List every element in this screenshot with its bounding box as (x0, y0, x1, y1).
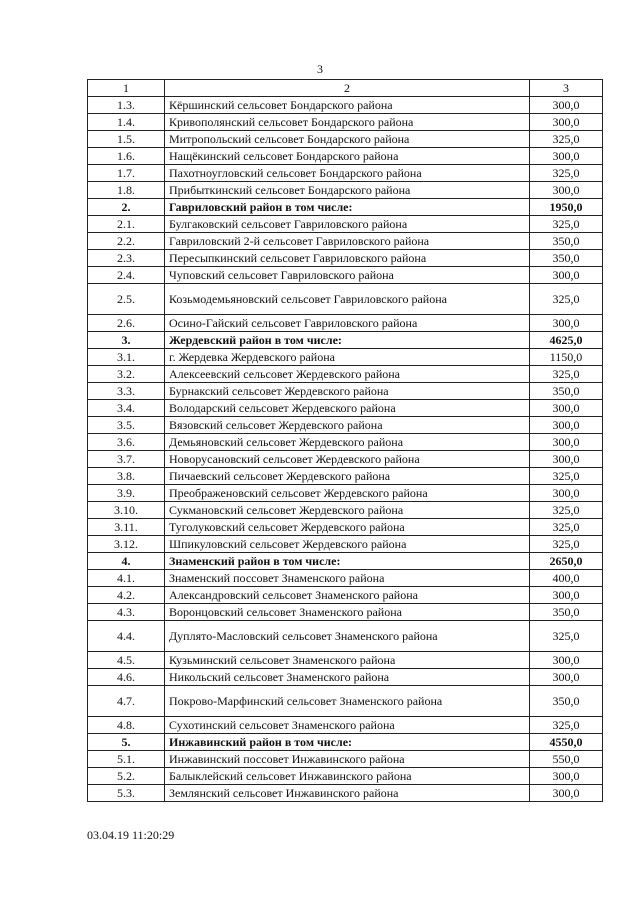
row-name: Кузьминский сельсовет Знаменского района (165, 652, 530, 669)
table-row (88, 400, 603, 417)
row-name: Кривополянский сельсовет Бондарского района (165, 114, 530, 131)
row-name: Вязовский сельсовет Жердевского района (165, 417, 530, 434)
row-name: Пересыпкинский сельсовет Гавриловского района (165, 250, 530, 267)
row-value: 300,0 (530, 97, 603, 114)
row-number: 2.3. (88, 250, 165, 267)
row-value: 350,0 (530, 383, 603, 400)
row-value: 300,0 (530, 587, 603, 604)
table-row (88, 686, 603, 717)
row-value: 300,0 (530, 785, 603, 802)
table-body (88, 80, 603, 802)
row-name: г. Жердевка Жердевского района (165, 349, 530, 366)
row-value: 300,0 (530, 417, 603, 434)
row-value: 325,0 (530, 284, 603, 315)
row-number: 3.12. (88, 536, 165, 553)
row-number: 2.6. (88, 315, 165, 332)
row-number: 3.7. (88, 451, 165, 468)
row-number: 1.6. (88, 148, 165, 165)
row-number: 4.7. (88, 686, 165, 717)
row-value: 300,0 (530, 114, 603, 131)
row-number: 4.3. (88, 604, 165, 621)
row-number: 5.2. (88, 768, 165, 785)
table-row (88, 131, 603, 148)
row-value: 325,0 (530, 468, 603, 485)
table-row (88, 349, 603, 366)
table-row (88, 267, 603, 284)
row-value: 300,0 (530, 434, 603, 451)
table-header-row (88, 80, 603, 97)
row-number: 1.4. (88, 114, 165, 131)
row-name: Булгаковский сельсовет Гавриловского района (165, 216, 530, 233)
row-name: Балыклейский сельсовет Инжавинского района (165, 768, 530, 785)
table-row (88, 485, 603, 502)
row-value: 300,0 (530, 451, 603, 468)
row-value: 300,0 (530, 267, 603, 284)
row-number: 4.2. (88, 587, 165, 604)
table-row (88, 182, 603, 199)
table-row (88, 652, 603, 669)
row-name: Пахотноугловский сельсовет Бондарского района (165, 165, 530, 182)
row-name: Новорусановский сельсовет Жердевского района (165, 451, 530, 468)
table-row (88, 417, 603, 434)
table-row (88, 114, 603, 131)
row-name: Преображеновский сельсовет Жердевского района (165, 485, 530, 502)
row-number: 5.3. (88, 785, 165, 802)
row-number: 4.1. (88, 570, 165, 587)
row-number: 3.11. (88, 519, 165, 536)
table-row (88, 165, 603, 182)
row-value: 300,0 (530, 768, 603, 785)
row-number: 3.10. (88, 502, 165, 519)
row-value: 1150,0 (530, 349, 603, 366)
table-row (88, 768, 603, 785)
footer-timestamp: 03.04.19 11:20:29 (87, 828, 175, 842)
district-total-row (88, 332, 603, 349)
table-row (88, 468, 603, 485)
row-number: 3. (88, 332, 165, 349)
table-row (88, 785, 603, 802)
row-name: Нащёкинский сельсовет Бондарского района (165, 148, 530, 165)
row-number: 3.8. (88, 468, 165, 485)
table-row (88, 383, 603, 400)
table-row (88, 233, 603, 250)
row-value: 325,0 (530, 366, 603, 383)
row-value: 300,0 (530, 315, 603, 332)
row-name: Осино-Гайский сельсовет Гавриловского района (165, 315, 530, 332)
row-name: Никольский сельсовет Знаменского района (165, 669, 530, 686)
row-name: Сухотинский сельсовет Знаменского района (165, 717, 530, 734)
table-row (88, 604, 603, 621)
table-row (88, 536, 603, 553)
row-value: 300,0 (530, 182, 603, 199)
row-value: 350,0 (530, 686, 603, 717)
table-row (88, 366, 603, 383)
row-value: 325,0 (530, 519, 603, 536)
row-value: 1950,0 (530, 199, 603, 216)
row-name: Инжавинский поссовет Инжавинского района (165, 751, 530, 768)
table-row (88, 751, 603, 768)
row-name: Чуповский сельсовет Гавриловского района (165, 267, 530, 284)
table-row (88, 451, 603, 468)
row-name: Бурнакский сельсовет Жердевского района (165, 383, 530, 400)
row-name: Козьмодемьяновский сельсовет Гавриловского района (165, 284, 530, 315)
header-col-3: 3 (530, 80, 603, 97)
row-value: 4625,0 (530, 332, 603, 349)
row-number: 3.4. (88, 400, 165, 417)
row-value: 4550,0 (530, 734, 603, 751)
row-value: 325,0 (530, 216, 603, 233)
district-total-row (88, 553, 603, 570)
row-name: Прибыткинский сельсовет Бондарского района (165, 182, 530, 199)
row-number: 3.2. (88, 366, 165, 383)
row-value: 325,0 (530, 131, 603, 148)
district-total-row (88, 734, 603, 751)
row-name: Землянский сельсовет Инжавинского района (165, 785, 530, 802)
row-number: 1.3. (88, 97, 165, 114)
row-number: 1.5. (88, 131, 165, 148)
row-number: 3.3. (88, 383, 165, 400)
row-name: Покрово-Марфинский сельсовет Знаменского района (165, 686, 530, 717)
row-number: 4.5. (88, 652, 165, 669)
row-name: Знаменский район в том числе: (165, 553, 530, 570)
row-value: 300,0 (530, 485, 603, 502)
district-total-row (88, 199, 603, 216)
row-value: 300,0 (530, 652, 603, 669)
row-value: 325,0 (530, 165, 603, 182)
row-name: Алексеевский сельсовет Жердевского района (165, 366, 530, 383)
row-name: Туголуковский сельсовет Жердевского района (165, 519, 530, 536)
row-value: 300,0 (530, 669, 603, 686)
row-name: Сукмановский сельсовет Жердевского района (165, 502, 530, 519)
row-name: Митропольский сельсовет Бондарского района (165, 131, 530, 148)
row-name: Гавриловский район в том числе: (165, 199, 530, 216)
row-value: 325,0 (530, 502, 603, 519)
table-row (88, 587, 603, 604)
row-value: 350,0 (530, 250, 603, 267)
row-number: 4.6. (88, 669, 165, 686)
row-number: 3.5. (88, 417, 165, 434)
row-value: 325,0 (530, 717, 603, 734)
row-number: 3.1. (88, 349, 165, 366)
table-row (88, 434, 603, 451)
page-number: 3 (317, 62, 323, 76)
row-value: 400,0 (530, 570, 603, 587)
row-name: Воронцовский сельсовет Знаменского района (165, 604, 530, 621)
row-number: 4.8. (88, 717, 165, 734)
header-col-1: 1 (88, 80, 165, 97)
row-name: Пичаевский сельсовет Жердевского района (165, 468, 530, 485)
table-row (88, 717, 603, 734)
row-name: Знаменский поссовет Знаменского района (165, 570, 530, 587)
row-name: Гавриловский 2-й сельсовет Гавриловского района (165, 233, 530, 250)
row-number: 3.6. (88, 434, 165, 451)
row-number: 3.9. (88, 485, 165, 502)
row-value: 325,0 (530, 621, 603, 652)
row-value: 325,0 (530, 536, 603, 553)
row-name: Жердевский район в том числе: (165, 332, 530, 349)
row-number: 1.7. (88, 165, 165, 182)
row-number: 5.1. (88, 751, 165, 768)
row-name: Александровский сельсовет Знаменского района (165, 587, 530, 604)
header-col-2: 2 (165, 80, 530, 97)
table-row (88, 519, 603, 536)
table-row (88, 284, 603, 315)
row-name: Шпикуловский сельсовет Жердевского района (165, 536, 530, 553)
row-number: 2.5. (88, 284, 165, 315)
row-name: Демьяновский сельсовет Жердевского района (165, 434, 530, 451)
table-row (88, 315, 603, 332)
row-name: Дуплято-Масловский сельсовет Знаменского района (165, 621, 530, 652)
table-row (88, 148, 603, 165)
table-row (88, 97, 603, 114)
table-row (88, 570, 603, 587)
table-row (88, 216, 603, 233)
row-value: 350,0 (530, 233, 603, 250)
row-name: Инжавинский район в том числе: (165, 734, 530, 751)
row-name: Кёршинский сельсовет Бондарского района (165, 97, 530, 114)
allocation-table (87, 79, 603, 802)
table-row (88, 621, 603, 652)
row-value: 300,0 (530, 148, 603, 165)
row-value: 2650,0 (530, 553, 603, 570)
row-value: 550,0 (530, 751, 603, 768)
table-row (88, 250, 603, 267)
row-value: 300,0 (530, 400, 603, 417)
row-number: 2.2. (88, 233, 165, 250)
row-number: 4.4. (88, 621, 165, 652)
row-number: 4. (88, 553, 165, 570)
row-number: 2. (88, 199, 165, 216)
table-row (88, 669, 603, 686)
row-value: 350,0 (530, 604, 603, 621)
row-number: 2.4. (88, 267, 165, 284)
row-number: 1.8. (88, 182, 165, 199)
row-name: Володарский сельсовет Жердевского района (165, 400, 530, 417)
row-number: 2.1. (88, 216, 165, 233)
table-row (88, 502, 603, 519)
row-number: 5. (88, 734, 165, 751)
